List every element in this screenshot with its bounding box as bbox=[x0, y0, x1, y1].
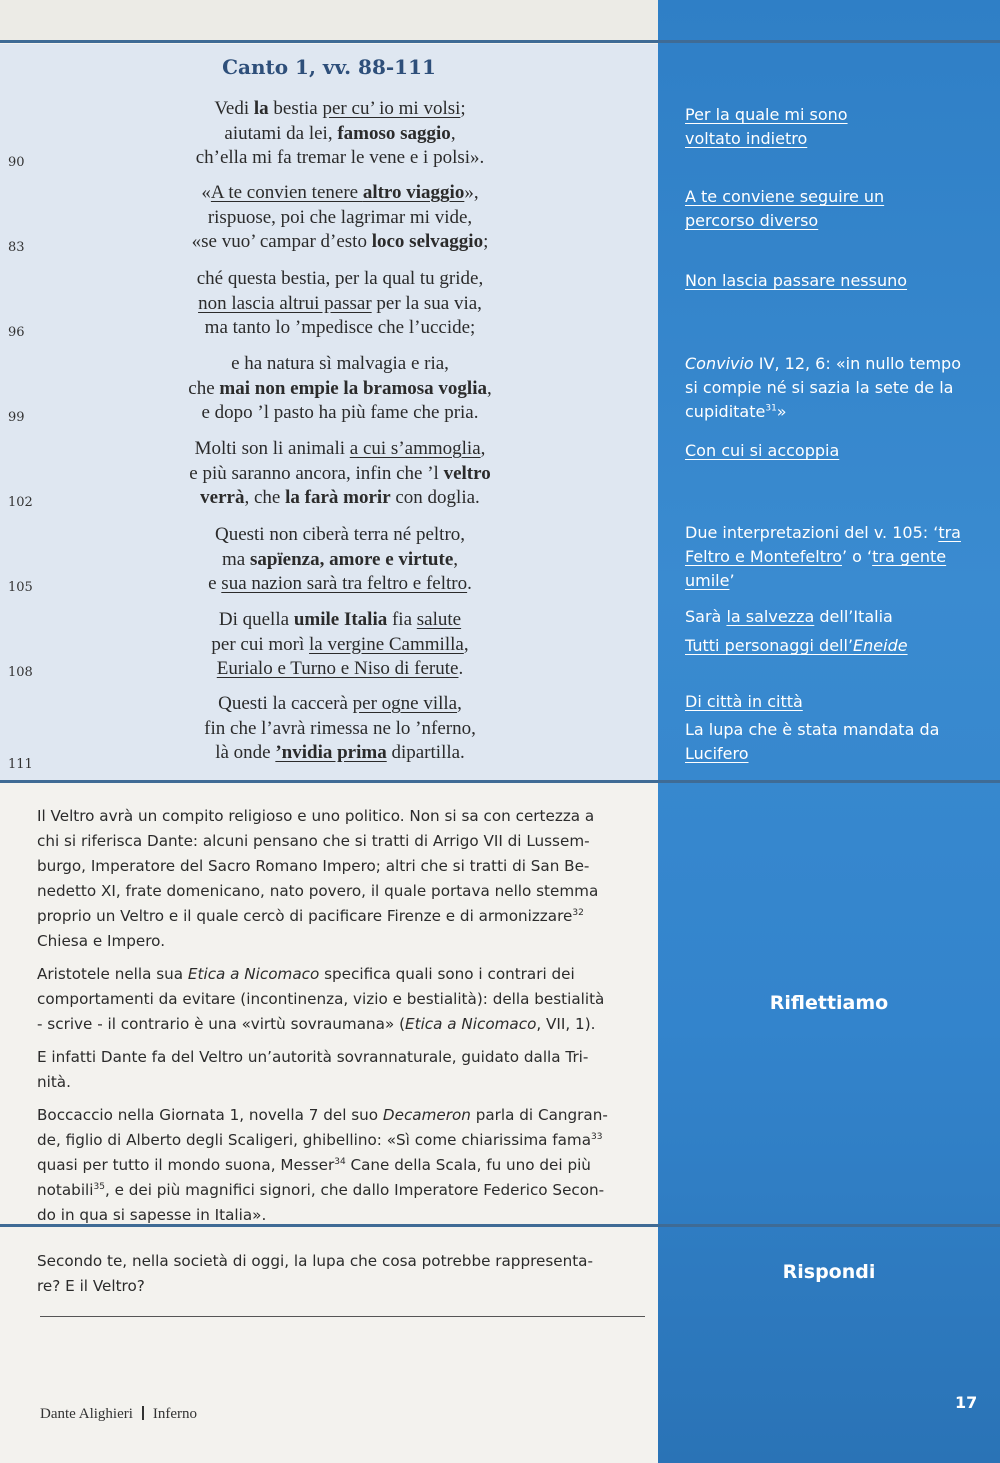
gloss-line bbox=[685, 185, 985, 209]
canto-title: Canto 1, vv. 88-111 bbox=[222, 55, 436, 79]
text-run: parla di Cangran- bbox=[470, 1106, 608, 1124]
text-run: per la sua via, bbox=[371, 292, 482, 314]
text-run: do in qua si sapesse in Italia». bbox=[37, 1206, 267, 1224]
text-run: la vergine Cammilla bbox=[309, 633, 464, 655]
text-run: e bbox=[208, 573, 222, 594]
text-run: quasi per tutto il mondo suona, Messer bbox=[37, 1156, 335, 1174]
commentary-line bbox=[37, 1070, 642, 1095]
verse-line bbox=[80, 146, 600, 171]
text-run: », bbox=[464, 182, 479, 203]
commentary-line bbox=[37, 1103, 642, 1128]
text-run: Cane della Scala, fu uno dei più bbox=[345, 1156, 591, 1174]
line-number: 102 bbox=[8, 495, 33, 510]
footer-book: Inferno bbox=[152, 1406, 198, 1422]
stanza bbox=[80, 267, 600, 341]
text-run: ’ o ‘ bbox=[841, 547, 873, 566]
gloss-line bbox=[685, 439, 985, 463]
text-run: la salvezza bbox=[726, 607, 815, 626]
top-rule bbox=[0, 40, 1000, 43]
text-run: ; bbox=[460, 98, 466, 119]
verse-line bbox=[80, 206, 600, 231]
commentary-paragraph bbox=[37, 962, 642, 1037]
text-run: . bbox=[458, 658, 464, 679]
text-run: umile bbox=[685, 571, 730, 590]
gloss-line bbox=[685, 742, 985, 766]
line-number: 108 bbox=[8, 665, 33, 680]
text-run: bestia bbox=[268, 98, 323, 119]
verse-line bbox=[80, 122, 600, 147]
text-run: Tutti personaggi dell’ bbox=[685, 636, 854, 655]
text-run: dell’Italia bbox=[814, 607, 893, 626]
text-run: - scrive - il contrario è una «virtù sovraumana» ( bbox=[37, 1015, 406, 1033]
text-run: nedetto XI, frate domenicano, nato povero, il quale portava nello stemma bbox=[37, 882, 599, 900]
page-top-edge bbox=[0, 0, 660, 40]
text-run: IV, 12, 6: «in nullo tempo bbox=[753, 354, 961, 373]
text-run: per cui morì bbox=[211, 633, 310, 655]
text-run: , bbox=[480, 438, 486, 459]
line-number: 96 bbox=[8, 325, 25, 340]
text-run: Feltro e Montefeltro bbox=[685, 547, 842, 566]
text-run: Boccaccio nella Giornata 1, novella 7 del suo bbox=[37, 1106, 383, 1124]
text-run: che bbox=[188, 377, 220, 399]
verse-line bbox=[80, 741, 600, 766]
text-run: «se vuo’ campar d’esto bbox=[191, 231, 372, 252]
text-run: specifica quali sono i contrari dei bbox=[319, 965, 575, 983]
stanza bbox=[80, 692, 600, 766]
verse-line bbox=[80, 486, 600, 511]
text-run: Due interpretazioni del v. 105: ‘ bbox=[685, 523, 939, 542]
stanza bbox=[80, 352, 600, 426]
gloss-note bbox=[685, 521, 985, 593]
gloss-note bbox=[685, 634, 985, 658]
gloss-note bbox=[685, 718, 985, 766]
text-run: verrà bbox=[200, 487, 245, 508]
verse-line bbox=[80, 608, 600, 633]
text-run: salute bbox=[416, 609, 462, 630]
commentary-line bbox=[37, 1203, 642, 1228]
text-run: Eurialo e Turno e Niso di ferute bbox=[216, 658, 459, 679]
text-run: 32 bbox=[572, 907, 584, 918]
commentary-line bbox=[37, 929, 642, 954]
line-number: 105 bbox=[8, 580, 33, 595]
commentary-text bbox=[37, 804, 642, 1236]
text-run: Aristotele nella sua bbox=[37, 965, 188, 983]
gloss-note bbox=[685, 103, 985, 151]
text-run: fin che l’avrà rimessa ne lo ’nferno, bbox=[204, 717, 476, 739]
commentary-line bbox=[37, 1178, 642, 1203]
text-run: , e dei più magnifici signori, che dallo Imperatore Federico Secon- bbox=[104, 1181, 605, 1199]
text-run: chi si riferisca Dante: alcuni pensano che si tratti di Arrigo VII di Lussem- bbox=[37, 832, 590, 850]
commentary-line bbox=[37, 804, 642, 829]
text-run: , bbox=[450, 122, 456, 144]
text-run: proprio un Veltro e il quale cercò di pacificare Firenze e di armonizzare bbox=[37, 907, 573, 925]
text-run: aiutami da lei, bbox=[224, 122, 338, 144]
line-number: 99 bbox=[8, 410, 25, 425]
verse-line bbox=[80, 181, 600, 206]
text-run: , VII, 1). bbox=[536, 1015, 596, 1033]
gloss-line bbox=[685, 718, 985, 742]
gloss-note bbox=[685, 439, 985, 463]
verse-line bbox=[80, 657, 600, 682]
gloss-line bbox=[685, 209, 985, 233]
text-run: Non lascia passare nessuno bbox=[685, 271, 908, 290]
gloss-note bbox=[685, 352, 985, 424]
line-number: 90 bbox=[8, 155, 25, 170]
text-run: Con cui si accoppia bbox=[685, 441, 840, 460]
poem-bottom-rule bbox=[0, 780, 1000, 783]
text-run: nità. bbox=[37, 1073, 71, 1091]
stanza bbox=[80, 523, 600, 597]
verse-line bbox=[80, 352, 600, 377]
footer bbox=[40, 1406, 197, 1423]
stanza bbox=[80, 181, 600, 255]
text-run: mai non empie la bramosa voglia bbox=[219, 377, 487, 399]
text-run: la farà morir bbox=[285, 487, 391, 508]
commentary-line bbox=[37, 987, 642, 1012]
text-run: e ha natura sì malvagia e ria, bbox=[231, 353, 449, 374]
commentary-line bbox=[37, 1128, 642, 1153]
commentary-paragraph bbox=[37, 804, 642, 954]
verse-line bbox=[80, 523, 600, 548]
gloss-line bbox=[685, 569, 985, 593]
footer-author: Dante Alighieri bbox=[40, 1406, 133, 1422]
text-run: a cui s’ammoglia bbox=[349, 438, 481, 459]
text-run: ’nvidia prima bbox=[275, 742, 387, 763]
text-run: Molti son li animali bbox=[194, 438, 350, 459]
text-run: Etica a Nicomaco bbox=[405, 1015, 537, 1033]
text-run: A te convien tenere bbox=[210, 182, 363, 203]
text-run: Il Veltro avrà un compito religioso e uno politico. Non si sa con certezza a bbox=[37, 807, 595, 825]
text-run: Questi non ciberà terra né peltro, bbox=[214, 524, 466, 545]
verse-line bbox=[80, 717, 600, 742]
verse-line bbox=[80, 230, 600, 255]
gloss-note bbox=[685, 185, 985, 233]
text-run: voltato indietro bbox=[685, 129, 808, 148]
text-run: loco selvaggio bbox=[371, 231, 484, 252]
text-run: La lupa che è stata mandata da bbox=[685, 720, 940, 739]
text-run: famoso saggio bbox=[337, 122, 451, 144]
text-run: comportamenti da evitare (incontinenza, vizio e bestialità): della bestialità bbox=[37, 990, 605, 1008]
text-run: Eneide bbox=[853, 636, 908, 655]
text-run: 35 bbox=[93, 1181, 105, 1192]
gloss-line bbox=[685, 400, 985, 424]
gloss-line bbox=[685, 103, 985, 127]
verse-line bbox=[80, 267, 600, 292]
text-run: Decameron bbox=[382, 1106, 471, 1124]
text-run: 34 bbox=[334, 1156, 346, 1167]
footer-separator bbox=[142, 1406, 144, 1420]
gloss-line bbox=[685, 376, 985, 400]
text-run: ma tanto lo ’mpedisce che l’uccide; bbox=[204, 317, 476, 338]
text-run: Questi la caccerà bbox=[218, 693, 353, 714]
text-run: Per la quale mi sono bbox=[685, 105, 848, 124]
text-run: 31 bbox=[765, 403, 777, 414]
text-run: Lucifero bbox=[685, 744, 749, 763]
text-run: E infatti Dante fa del Veltro un’autorità sovrannaturale, guidato dalla Tri- bbox=[37, 1048, 589, 1066]
gloss-note bbox=[685, 269, 985, 293]
text-run: tra gente bbox=[872, 547, 947, 566]
text-run: là onde bbox=[215, 742, 276, 763]
commentary-line bbox=[37, 829, 642, 854]
gloss-line bbox=[685, 634, 985, 658]
text-run: cupiditate bbox=[685, 402, 766, 421]
text-run: la bbox=[253, 98, 269, 119]
text-run: Di quella bbox=[218, 609, 294, 630]
stanza bbox=[80, 437, 600, 511]
text-run: altro viaggio bbox=[362, 182, 465, 203]
text-run: 33 bbox=[591, 1131, 603, 1142]
text-run: per ogne villa bbox=[352, 693, 458, 714]
text-run: A te conviene seguire un bbox=[685, 187, 885, 206]
text-run: veltro bbox=[443, 462, 491, 484]
text-run: Convivio bbox=[685, 354, 754, 373]
text-run: rispuose, poi che lagrimar mi vide, bbox=[207, 206, 473, 228]
stanza bbox=[80, 608, 600, 682]
verse-line bbox=[80, 401, 600, 426]
text-run: sua nazion sarà tra feltro e feltro bbox=[221, 573, 468, 594]
text-run: , che bbox=[244, 487, 286, 508]
text-run: Sarà bbox=[685, 607, 727, 626]
gloss-line bbox=[685, 690, 985, 714]
commentary-line bbox=[37, 1045, 642, 1070]
text-run: ma bbox=[221, 548, 250, 570]
commentary-line bbox=[37, 1012, 642, 1037]
verse-line bbox=[80, 377, 600, 402]
verse-line bbox=[80, 692, 600, 717]
text-run: Chiesa e Impero. bbox=[37, 932, 166, 950]
verse-line bbox=[80, 292, 600, 317]
text-run: ’ bbox=[729, 571, 735, 590]
gloss-note bbox=[685, 605, 985, 629]
line-number: 83 bbox=[8, 240, 25, 255]
gloss-note bbox=[685, 690, 985, 714]
commentary-line bbox=[37, 1153, 642, 1178]
text-run: Vedi bbox=[214, 98, 254, 119]
text-run: Etica a Nicomaco bbox=[187, 965, 320, 983]
text-run: per cu’ io mi volsi bbox=[322, 98, 461, 119]
stanza bbox=[80, 97, 600, 171]
verse-line bbox=[80, 548, 600, 573]
text-run: con doglia. bbox=[390, 487, 480, 508]
gloss-line bbox=[685, 352, 985, 376]
text-run: si compie né si sazia la sete de la bbox=[685, 378, 954, 397]
commentary-paragraph bbox=[37, 1103, 642, 1228]
page-number: 17 bbox=[955, 1393, 978, 1412]
text-run: , bbox=[453, 548, 459, 570]
text-run: dipartilla. bbox=[386, 742, 465, 763]
text-run: , bbox=[486, 377, 492, 399]
text-run: e dopo ’l pasto ha più fame che pria. bbox=[201, 402, 479, 423]
text-run: tra bbox=[938, 523, 961, 542]
verse-line bbox=[80, 97, 600, 122]
commentary-line bbox=[37, 854, 642, 879]
gloss-line bbox=[685, 521, 985, 545]
gloss-line bbox=[685, 269, 985, 293]
text-run: percorso diverso bbox=[685, 211, 819, 230]
question-line: Secondo te, nella società di oggi, la lupa che cosa potrebbe rappresenta- bbox=[37, 1252, 593, 1270]
line-number: 111 bbox=[8, 757, 33, 772]
answer-line[interactable] bbox=[40, 1316, 645, 1317]
commentary-line bbox=[37, 904, 642, 929]
text-run: de, figlio di Alberto degli Scaligeri, ghibellino: «Sì come chiarissima fama bbox=[37, 1131, 592, 1149]
question-line: re? E il Veltro? bbox=[37, 1277, 145, 1295]
text-run: burgo, Imperatore del Sacro Romano Impero; altri che si tratti di San Be- bbox=[37, 857, 590, 875]
text-run: . bbox=[467, 573, 472, 594]
text-run: ché questa bestia, per la qual tu gride, bbox=[196, 268, 484, 289]
text-run: , bbox=[463, 633, 469, 655]
text-run: e più saranno ancora, infin che ’l bbox=[189, 462, 444, 484]
text-run: non lascia altrui passar bbox=[198, 292, 372, 314]
text-run: , bbox=[457, 693, 462, 714]
gloss-line bbox=[685, 545, 985, 569]
verse-line bbox=[80, 437, 600, 462]
text-run: notabili bbox=[37, 1181, 94, 1199]
text-run: fia bbox=[387, 609, 417, 630]
question-text bbox=[37, 1249, 642, 1299]
text-run: ; bbox=[483, 231, 489, 252]
commentary-line bbox=[37, 962, 642, 987]
gloss-line bbox=[685, 127, 985, 151]
gloss-line bbox=[685, 605, 985, 629]
text-run: Di città in città bbox=[685, 692, 803, 711]
verse-line bbox=[80, 633, 600, 658]
verse-line bbox=[80, 572, 600, 597]
text-run: sapïenza, amore e virtute bbox=[249, 548, 454, 570]
text-run: umile Italia bbox=[293, 609, 388, 630]
commentary-line bbox=[37, 879, 642, 904]
reflect-label: Riflettiamo bbox=[769, 992, 889, 1014]
answer-label: Rispondi bbox=[782, 1261, 876, 1283]
commentary-paragraph bbox=[37, 1045, 642, 1095]
text-run: « bbox=[201, 182, 211, 203]
verse-line bbox=[80, 462, 600, 487]
text-run: ch’ella mi fa tremar le vene e i polsi». bbox=[195, 147, 485, 168]
verse-line bbox=[80, 316, 600, 341]
text-run: » bbox=[776, 402, 787, 421]
